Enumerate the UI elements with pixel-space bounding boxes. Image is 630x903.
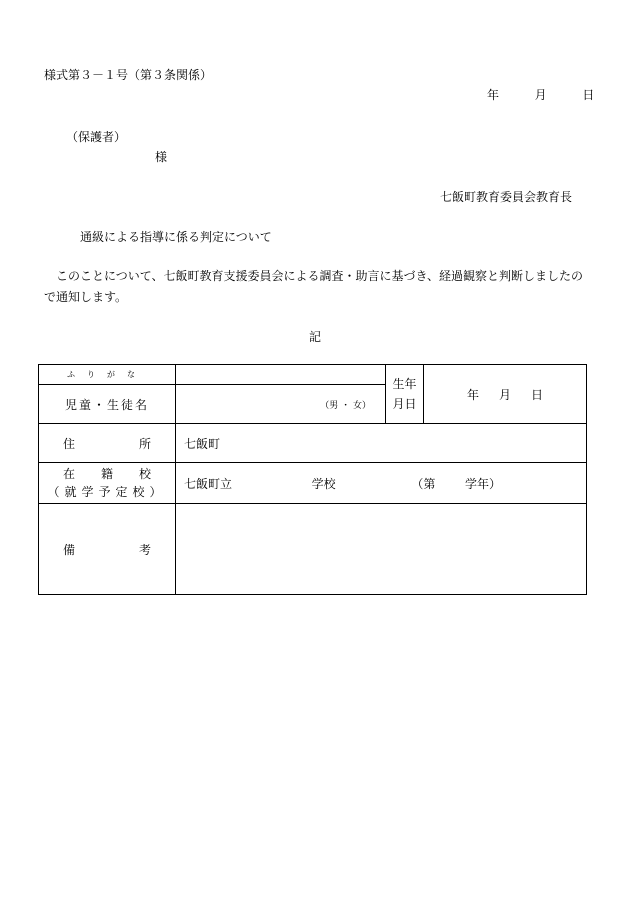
birth-label-line1: 生年 [392,377,417,391]
grade-close: 学年） [465,476,502,491]
honorific: 様 [155,150,168,164]
school-label-a: 在 [63,467,76,481]
school-prefix: 七飯町立 [184,476,233,491]
birth-year: 年 [466,387,479,402]
notes-label [39,504,176,595]
notes-label-a: 備 [63,542,76,557]
address-label-b: 所 [138,436,151,451]
birth-day: 日 [531,387,544,402]
student-info-table [38,364,587,595]
issue-date [487,86,594,103]
birth-month: 月 [498,387,511,402]
school-label-sub: （就学予定校） [47,485,167,499]
subject: 通級による指導に係る判定について [80,230,272,244]
furigana-label: ふりがな [39,365,176,385]
name-label-text: 児童・生徒名 [64,397,149,412]
notes-label-b: 考 [138,542,151,557]
date-year: 年 [487,88,500,102]
guardian-label: （保護者） [66,130,127,144]
birth-label [386,365,424,424]
name-label [39,385,176,424]
school-label-b: 籍 [100,467,113,481]
grade-open: （第 [411,476,436,491]
body-text: このことについて、七飯町教育支援委員会による調査・助言に基づき、経過観察と判断しましたので通知します。 [44,269,584,304]
school-label-c: 校 [138,467,151,481]
school-suffix: 学校 [311,476,336,491]
address-label [39,424,176,463]
birth-label-line2: 月日 [392,397,417,411]
birth-date-field[interactable] [424,365,587,424]
sex-options: （男 ・ 女） [320,400,371,411]
school-field[interactable] [176,463,587,504]
issuer: 七飯町教育委員会教育長 [439,190,572,204]
address-label-a: 住 [63,436,76,451]
name-field[interactable] [176,385,386,424]
school-label [39,463,176,504]
notes-field[interactable] [176,504,587,595]
address-value: 七飯町 [184,436,221,451]
form-number: 様式第３－１号（第３条関係） [44,68,213,82]
address-field[interactable] [176,424,587,463]
ki-heading: 記 [309,330,322,344]
date-day: 日 [582,88,595,102]
date-month: 月 [534,88,547,102]
furigana-field[interactable] [176,365,386,385]
